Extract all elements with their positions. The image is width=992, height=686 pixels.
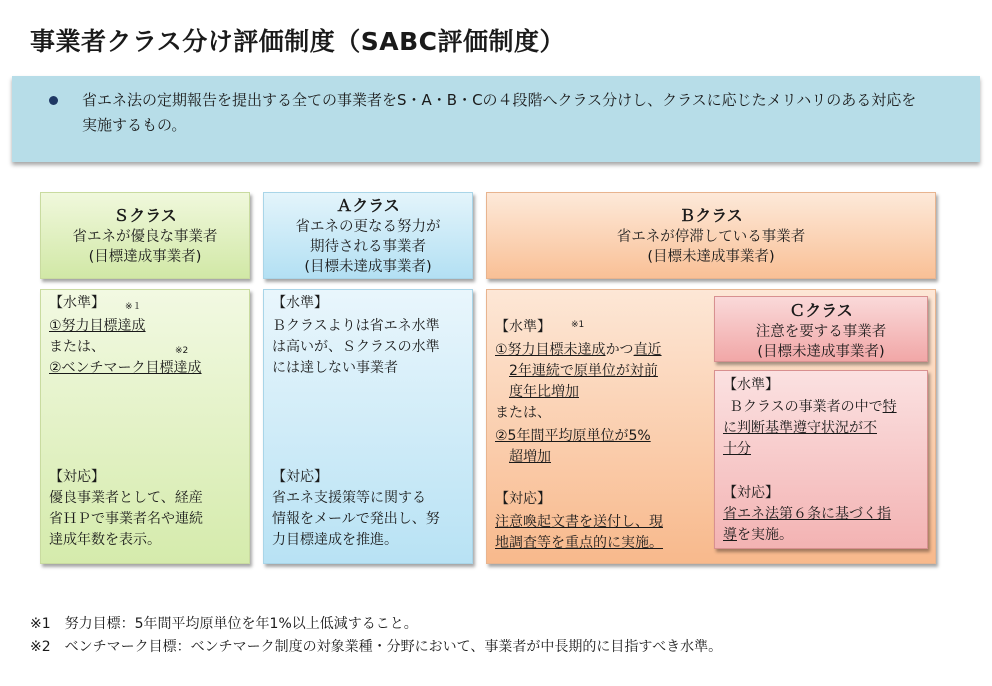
a-std-3: には達しない事業者 [272, 360, 398, 376]
s-std-label: 【水準】 [49, 295, 105, 311]
c-std-1b: 特 [882, 399, 897, 415]
b-std-1d: 2年連続で原単位が対前 [509, 363, 658, 379]
bullet-icon [49, 96, 58, 105]
s-note-1: ※１ [125, 302, 142, 312]
s-class-header [40, 192, 250, 279]
a-std-1: Ｂクラスよりは省エネ水準 [272, 318, 440, 334]
a-std-2: は高いが、Ｓクラスの水準 [272, 339, 440, 355]
c-resp-2-line [723, 525, 793, 546]
s-resp-1: 優良事業者として、経産 [49, 490, 203, 506]
b-std-2b: 超増加 [509, 449, 551, 465]
s-std-or: または、 [49, 339, 105, 355]
s-note-2: ※2 [175, 346, 189, 356]
s-resp-3: 達成年数を表示。 [49, 532, 161, 548]
c-class-desc: 注意を要する事業者 [755, 324, 887, 340]
b-class-sub: (目標未達成事業者) [647, 249, 775, 265]
c-resp-2: 導 [723, 527, 737, 543]
c-resp-2b: を実施。 [737, 527, 793, 543]
c-class-name: Ｃクラス [789, 301, 853, 320]
summary-line-1: 省エネ法の定期報告を提出する全ての事業者をS・A・B・Cの４段階へクラス分けし、クラスに応じたメリハリのある対応を [82, 91, 917, 109]
b-std-1-line [495, 340, 662, 361]
a-class-desc-1: 省エネの更なる努力が [295, 219, 441, 235]
b-std-or: または、 [495, 405, 551, 421]
s-class-sub: (目標達成事業者) [88, 249, 202, 265]
s-class-desc: 省エネが優良な事業者 [72, 229, 218, 245]
c-std-3: 十分 [723, 441, 751, 457]
b-class-desc: 省エネが停滞している事業者 [616, 229, 806, 245]
c-class-body [714, 370, 928, 549]
page-title: 事業者クラス分け評価制度（SABC評価制度） [30, 27, 566, 56]
c-std-2: に判断基準遵守状況が不 [723, 420, 877, 436]
b-class-name: Ｂクラス [679, 206, 743, 225]
s-class-name: Ｓクラス [113, 206, 177, 225]
s-std-2: ②ベンチマーク目標達成 [49, 360, 202, 376]
a-resp-3: 力目標達成を推進。 [272, 532, 398, 548]
b-resp-2: 地調査等を重点的に実施。 [495, 535, 663, 551]
c-std-1a: Ｂクラスの事業者の中で [729, 399, 883, 415]
c-std-label: 【水準】 [723, 377, 779, 393]
s-class-body [40, 289, 250, 564]
s-resp-label: 【対応】 [49, 469, 105, 485]
s-resp-2: 省ＨＰで事業者名や連続 [49, 511, 203, 527]
s-std-1: ①努力目標達成 [49, 318, 146, 334]
c-std-1-line [729, 397, 897, 418]
b-std-label: 【水準】 [495, 319, 551, 335]
b-std-1c: 直近 [633, 342, 662, 358]
a-class-name: Ａクラス [336, 196, 400, 215]
c-resp-1: 省エネ法第６条に基づく指 [723, 506, 891, 522]
a-class-desc-2: 期待される事業者 [310, 239, 426, 255]
a-class-header [263, 192, 473, 279]
a-resp-label: 【対応】 [272, 469, 328, 485]
a-std-label: 【水準】 [272, 295, 328, 311]
summary-banner [12, 76, 980, 162]
footnote-2: ※2 ベンチマーク目標：ベンチマーク制度の対象業種・分野において、事業者が中長期的に目指すべき水準。 [30, 639, 723, 655]
a-class-body [263, 289, 473, 564]
a-class-sub: (目標未達成事業者) [304, 259, 432, 275]
b-class-header [486, 192, 936, 279]
b-std-1b: かつ [605, 342, 634, 358]
a-resp-1: 省エネ支援策等に関する [272, 490, 426, 506]
footnote-1: ※1 努力目標：5年間平均原単位を年1%以上低減すること。 [30, 616, 418, 632]
b-resp-1: 注意喚起文書を送付し、現 [495, 514, 663, 530]
b-std-2a: ②5年間平均原単位が5% [495, 428, 651, 444]
c-resp-label: 【対応】 [723, 485, 779, 501]
c-class-sub: (目標未達成事業者) [757, 344, 885, 360]
b-note-1: ※1 [571, 320, 585, 330]
summary-text [82, 88, 974, 138]
b-std-1a: ①努力目標未達成 [495, 342, 606, 358]
b-std-1e: 度年比増加 [509, 384, 579, 400]
c-class-header [714, 296, 928, 362]
b-resp-label: 【対応】 [495, 491, 551, 507]
summary-line-2: 実施するもの。 [82, 116, 187, 134]
a-resp-2: 情報をメールで発出し、努 [272, 511, 440, 527]
